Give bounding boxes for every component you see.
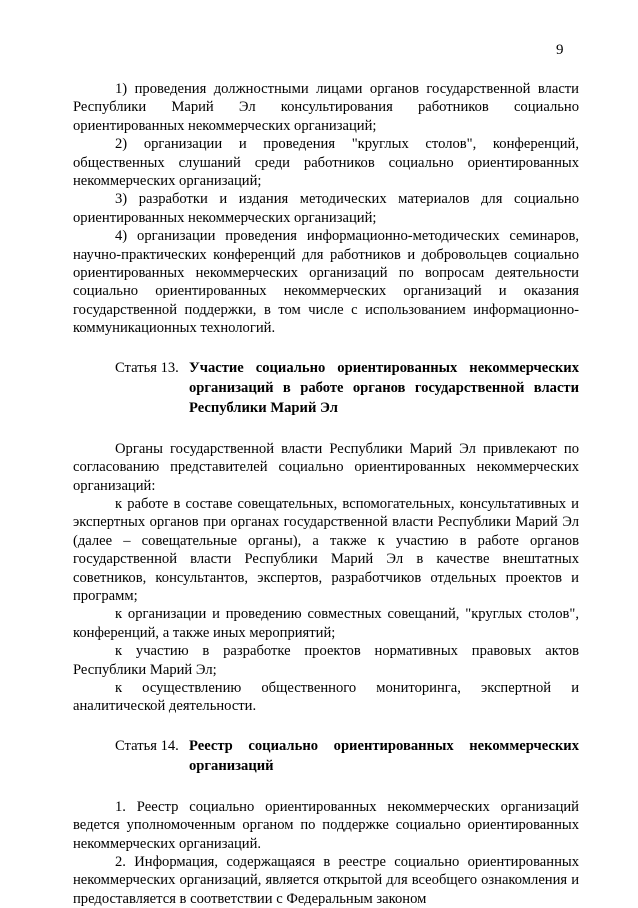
paragraph: 3) разработки и издания методических материалов для социально ориентированных некоммерческих организаций; (73, 191, 579, 226)
paragraph: к работе в составе совещательных, вспомогательных, консультативных и экспертных органов при органах государственной власти Республики Марий Эл (далее – совещательные органы), а также к участию в работе органов государственной власти Республики Марий Эл в качестве внештатных советников, консультантов, экспертов, разработчиков отдельных проектов и программ; (73, 495, 579, 604)
paragraph: 1. Реестр социально ориентированных некоммерческих организаций ведется уполномоченным органом по поддержке социально ориентированных некоммерческих организаций. (73, 798, 579, 852)
article-13-heading (73, 358, 579, 418)
paragraph: к осуществлению общественного мониторинга, экспертной и аналитической деятельности. (73, 679, 579, 715)
document-body (73, 80, 579, 908)
page-number: 9 (556, 42, 564, 58)
paragraph: 2. Информация, содержащаяся в реестре социально ориентированных некоммерческих организаций, является открытой для всеобщего ознакомления и предоставляется в соответствии с Федеральным законом (73, 854, 579, 907)
article-title: Реестр социально ориентированных некоммерческих организаций (189, 737, 579, 774)
paragraph: 4) организации проведения информационно-методических семинаров, научно-практических конференций для работников и добровольцев социально ориентированных некоммерческих организаций по вопросам деятельности социально ориентированных некоммерческих организаций и оказания государственной поддержки, в том числе с использованием информационно-коммуникационных технологий. (73, 228, 579, 337)
article-14-heading (73, 736, 579, 776)
paragraph: Органы государственной власти Республики Марий Эл привлекают по согласованию представителей социально ориентированных некоммерческих организаций: (73, 440, 579, 494)
article-number: Статья 13. (115, 359, 179, 376)
paragraph: к организации и проведению совместных совещаний, "круглых столов", конференций, а также иных мероприятий; (73, 606, 579, 641)
paragraph: 1) проведения должностными лицами органов государственной власти Республики Марий Эл консультирования работников социально ориентированных некоммерческих организаций; (73, 81, 579, 134)
article-number: Статья 14. (115, 737, 179, 754)
paragraph: к участию в разработке проектов нормативных правовых актов Республики Марий Эл; (73, 643, 579, 678)
article-title: Участие социально ориентированных некоммерческих организаций в работе органов государственной власти Республики Марий Эл (189, 359, 579, 416)
paragraph: 2) организации и проведения "круглых столов", конференций, общественных слушаний среди работников социально ориентированных некоммерческих организаций; (73, 136, 579, 190)
